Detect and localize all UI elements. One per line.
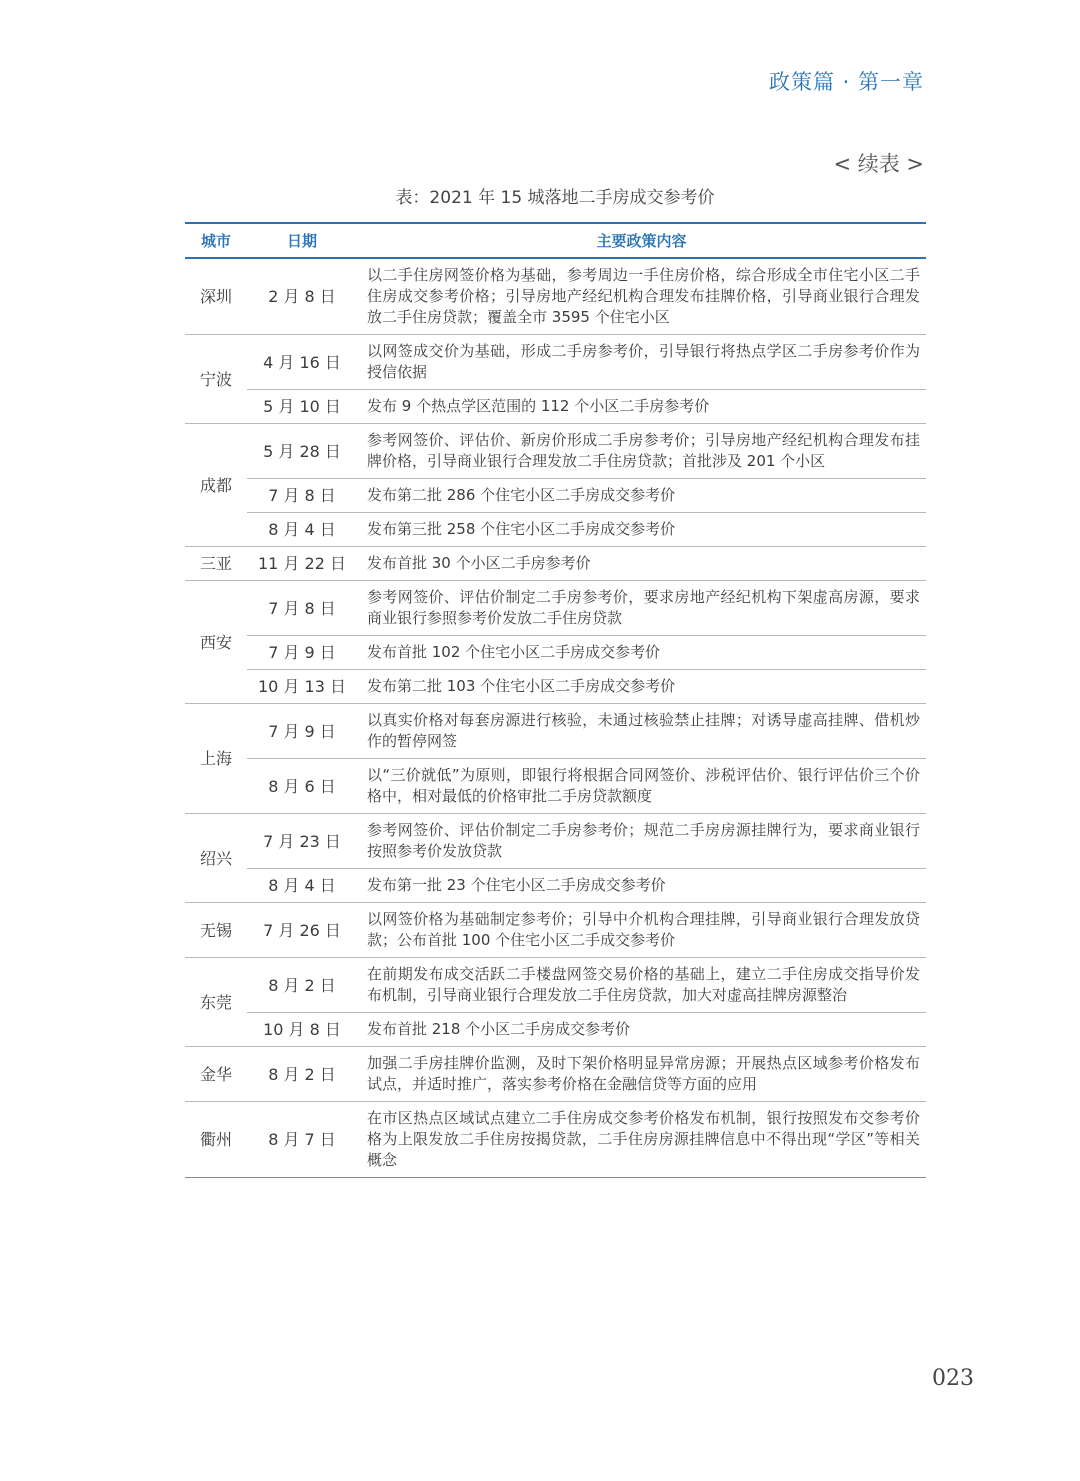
column-header-content: 主要政策内容 [596, 232, 687, 250]
city-cell: 宁波 [185, 335, 247, 424]
date-cell: 7 月 23 日 [247, 814, 357, 869]
date-cell: 7 月 8 日 [247, 479, 357, 513]
table-row [185, 814, 926, 869]
policy-content-cell: 参考网签价、评估价制定二手房参考价；规范二手房房源挂牌行为，要求商业银行按照参考价发放贷款 [357, 814, 926, 869]
date-cell: 11 月 22 日 [247, 547, 357, 581]
policy-content-cell: 以网签价格为基础制定参考价；引导中介机构合理挂牌，引导商业银行合理发放贷款；公布首批 100 个住宅小区二手成交参考价 [357, 903, 926, 958]
column-header-date: 日期 [286, 232, 317, 250]
table-row [185, 1047, 926, 1102]
policy-content-cell: 发布 9 个热点学区范围的 112 个小区二手房参考价 [357, 390, 926, 424]
table-row [185, 335, 926, 390]
city-cell: 绍兴 [185, 814, 247, 903]
city-cell: 上海 [185, 704, 247, 814]
table-row [185, 479, 926, 513]
table-row [185, 636, 926, 670]
table-row [185, 547, 926, 581]
policy-content-cell: 参考网签价、评估价、新房价形成二手房参考价；引导房地产经纪机构合理发布挂牌价格，引导商业银行合理发放二手住房贷款；首批涉及 201 个小区 [357, 424, 926, 479]
policy-content-cell: 发布第二批 103 个住宅小区二手房成交参考价 [357, 670, 926, 704]
policy-content-cell: 发布第一批 23 个住宅小区二手房成交参考价 [357, 869, 926, 903]
date-cell: 7 月 9 日 [247, 704, 357, 759]
table-row [185, 958, 926, 1013]
policy-content-cell: 以真实价格对每套房源进行核验，未通过核验禁止挂牌；对诱导虚高挂牌、借机炒作的暂停网签 [357, 704, 926, 759]
date-cell: 8 月 7 日 [247, 1102, 357, 1178]
policy-content-cell: 在市区热点区域试点建立二手住房成交参考价格发布机制，银行按照发布交参考价格为上限发放二手住房按揭贷款，二手住房房源挂牌信息中不得出现“学区”等相关概念 [357, 1102, 926, 1178]
table-row [185, 1102, 926, 1178]
date-cell: 5 月 10 日 [247, 390, 357, 424]
date-cell: 7 月 9 日 [247, 636, 357, 670]
table-row [185, 903, 926, 958]
table-row [185, 424, 926, 479]
column-header-city: 城市 [200, 232, 231, 250]
policy-content-cell: 发布首批 30 个小区二手房参考价 [357, 547, 926, 581]
continued-label: < 续表 > [833, 152, 924, 176]
policy-content-cell: 参考网签价、评估价制定二手房参考价，要求房地产经纪机构下架虚高房源，要求商业银行参照参考价发放二手住房贷款 [357, 581, 926, 636]
table-row [185, 1013, 926, 1047]
date-cell: 8 月 2 日 [247, 1047, 357, 1102]
policy-content-cell: 加强二手房挂牌价监测，及时下架价格明显异常房源；开展热点区域参考价格发布试点，并适时推广，落实参考价格在金融信贷等方面的应用 [357, 1047, 926, 1102]
policy-table [185, 222, 926, 1178]
table-caption: 表：2021 年 15 城落地二手房成交参考价 [395, 188, 715, 208]
policy-content-cell: 发布第二批 286 个住宅小区二手房成交参考价 [357, 479, 926, 513]
policy-content-cell: 发布首批 218 个小区二手房成交参考价 [357, 1013, 926, 1047]
date-cell: 10 月 8 日 [247, 1013, 357, 1047]
city-cell: 金华 [185, 1047, 247, 1102]
table-row [185, 513, 926, 547]
chapter-header: 政策篇 · 第一章 [768, 70, 924, 94]
city-cell: 深圳 [185, 258, 247, 335]
date-cell: 8 月 6 日 [247, 759, 357, 814]
city-cell: 成都 [185, 424, 247, 547]
table-header-row [185, 223, 926, 258]
date-cell: 2 月 8 日 [247, 258, 357, 335]
policy-content-cell: 发布首批 102 个住宅小区二手房成交参考价 [357, 636, 926, 670]
table-row [185, 581, 926, 636]
city-cell: 衢州 [185, 1102, 247, 1178]
table-row [185, 258, 926, 335]
city-cell: 东莞 [185, 958, 247, 1047]
date-cell: 8 月 2 日 [247, 958, 357, 1013]
table-body [185, 258, 926, 1178]
policy-content-cell: 以网签成交价为基础，形成二手房参考价，引导银行将热点学区二手房参考价作为授信依据 [357, 335, 926, 390]
date-cell: 4 月 16 日 [247, 335, 357, 390]
city-cell: 无锡 [185, 903, 247, 958]
policy-content-cell: 以“三价就低”为原则，即银行将根据合同网签价、涉税评估价、银行评估价三个价格中，相对最低的价格审批二手房贷款额度 [357, 759, 926, 814]
date-cell: 7 月 8 日 [247, 581, 357, 636]
date-cell: 8 月 4 日 [247, 513, 357, 547]
table-row [185, 704, 926, 759]
table-row [185, 869, 926, 903]
date-cell: 7 月 26 日 [247, 903, 357, 958]
date-cell: 8 月 4 日 [247, 869, 357, 903]
page-number: 023 [932, 1366, 974, 1391]
city-cell: 西安 [185, 581, 247, 704]
policy-content-cell: 在前期发布成交活跃二手楼盘网签交易价格的基础上，建立二手住房成交指导价发布机制，引导商业银行合理发放二手住房贷款，加大对虚高挂牌房源整治 [357, 958, 926, 1013]
date-cell: 5 月 28 日 [247, 424, 357, 479]
policy-content-cell: 以二手住房网签价格为基础，参考周边一手住房价格，综合形成全市住宅小区二手住房成交参考价格；引导房地产经纪机构合理发布挂牌价格，引导商业银行合理发放二手住房贷款；覆盖全市 3595 个住宅小区 [357, 258, 926, 335]
table-row [185, 670, 926, 704]
city-cell: 三亚 [185, 547, 247, 581]
table-row [185, 759, 926, 814]
policy-content-cell: 发布第三批 258 个住宅小区二手房成交参考价 [357, 513, 926, 547]
date-cell: 10 月 13 日 [247, 670, 357, 704]
table-row [185, 390, 926, 424]
